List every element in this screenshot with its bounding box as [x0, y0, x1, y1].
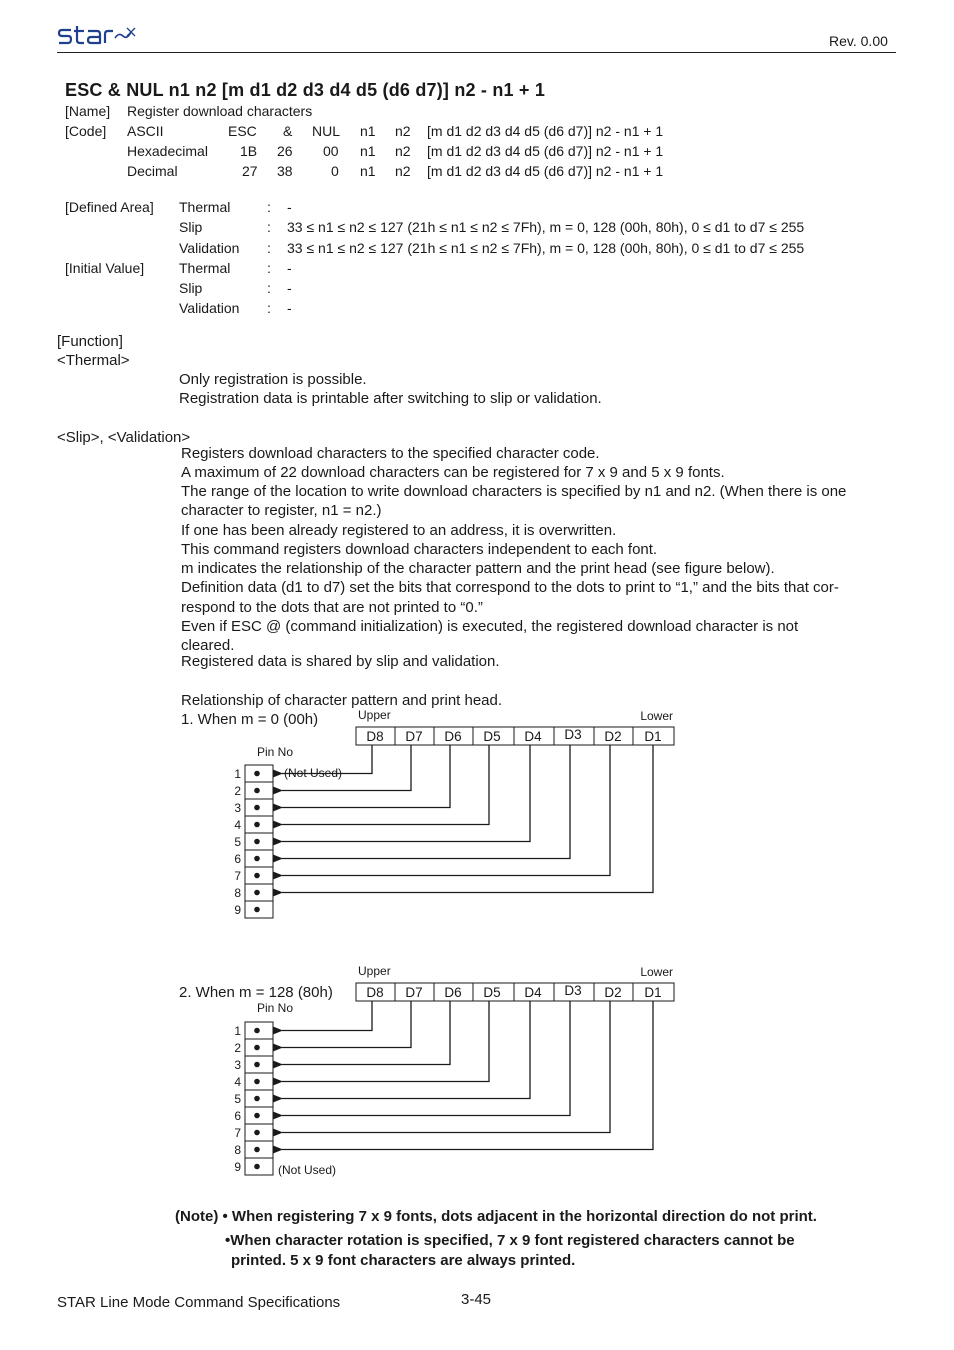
code-type: ASCII	[127, 123, 164, 139]
code-type: Decimal	[127, 163, 178, 179]
pin-dot	[254, 1130, 260, 1136]
bit-label-d2: D2	[604, 985, 622, 1000]
pin-number-9: 9	[234, 903, 241, 917]
bit-label-d6: D6	[444, 985, 462, 1000]
function-label: [Function]	[57, 333, 123, 350]
pin-dot	[254, 788, 260, 794]
lower-label: Lower	[640, 709, 673, 723]
bit-label-d6: D6	[444, 729, 462, 744]
code-type: Hexadecimal	[127, 143, 208, 159]
wire-d5	[282, 1001, 489, 1082]
code-cell: NUL	[312, 123, 341, 139]
defined-area-sep: :	[267, 219, 271, 235]
defined-area-value: 33 ≤ n1 ≤ n2 ≤ 127 (21h ≤ n1 ≤ n2 ≤ 7Fh), m = 0, 128 (00h, 80h), 0 ≤ d1 to d7 ≤ 255	[287, 219, 805, 235]
pin-number-4: 4	[234, 1075, 241, 1089]
wire-d4	[282, 745, 530, 842]
bit-header-box	[356, 983, 674, 1001]
wire-d6	[282, 1001, 450, 1065]
bit-label-d1: D1	[644, 985, 662, 1000]
case1-label: 1. When m = 0 (00h)	[181, 711, 319, 728]
defined-area-sep: :	[267, 199, 271, 215]
wire-d4	[282, 1001, 530, 1099]
pin-number-7: 7	[234, 1126, 241, 1140]
pin-dot	[254, 890, 260, 896]
wire-d5	[282, 745, 489, 825]
code-cell: [m d1 d2 d3 d4 d5 (d6 d7)] n2 - n1 + 1	[427, 143, 664, 159]
name-label: [Name]	[65, 103, 111, 119]
pin-dot	[254, 1079, 260, 1085]
note-line: printed. 5 x 9 font characters are always printed.	[231, 1252, 576, 1269]
code-cell: 1B	[240, 143, 258, 159]
pin-number-8: 8	[234, 1143, 241, 1157]
code-cell: n1	[360, 143, 376, 159]
defined-area-sep: :	[267, 240, 271, 256]
bit-label-d4: D4	[524, 985, 542, 1000]
defined-area-key: Validation	[179, 240, 240, 256]
defined-area-key: Thermal	[179, 199, 231, 215]
function-text: Even if ESC @ (command initialization) is executed, the registered download character is not	[181, 618, 799, 635]
revision: Rev. 0.00	[829, 33, 888, 49]
defined-area-value: -	[287, 199, 292, 215]
pin-number-2: 2	[234, 784, 241, 798]
pin-dot	[254, 873, 260, 879]
initial-value-label: [Initial Value]	[65, 260, 145, 276]
bit-label-d7: D7	[405, 729, 423, 744]
pin-no-label: Pin No	[257, 745, 294, 759]
case2-label: 2. When m = 128 (80h)	[179, 984, 333, 1001]
initial-value-key: Slip	[179, 280, 203, 296]
code-cell: n1	[360, 123, 376, 139]
pin-no-label: Pin No	[257, 1001, 294, 1015]
pin-dot	[254, 856, 260, 862]
slip-section-label: <Slip>, <Validation>	[57, 429, 191, 446]
function-text: respond to the dots that are not printed to “0.”	[181, 599, 483, 616]
bit-label-d4: D4	[524, 729, 542, 744]
pin-number-6: 6	[234, 1109, 241, 1123]
code-cell: &	[283, 123, 293, 139]
note-line: •When character rotation is specified, 7 x 9 font registered characters cannot be	[225, 1232, 795, 1249]
bit-label-d2: D2	[604, 729, 622, 744]
page-number: 3-45	[461, 1291, 492, 1308]
bit-label-d7: D7	[405, 985, 423, 1000]
pin-dot	[254, 1164, 260, 1170]
pin-dot	[254, 1045, 260, 1051]
not-used-label: (Not Used)	[284, 766, 343, 780]
initial-value-key: Validation	[179, 300, 240, 316]
function-text: Registered data is shared by slip and validation.	[181, 653, 500, 670]
code-cell: n2	[395, 123, 411, 139]
pin-number-1: 1	[234, 1024, 241, 1038]
bit-label-d1: D1	[644, 729, 662, 744]
wire-d8	[282, 1001, 372, 1031]
code-cell: 00	[323, 143, 339, 159]
function-text: The range of the location to write download characters is specified by n1 and n2. (When there is one	[181, 483, 847, 500]
pin-dot	[254, 822, 260, 828]
upper-label: Upper	[358, 964, 391, 978]
bit-header-box	[356, 727, 674, 745]
upper-label: Upper	[358, 708, 391, 722]
thermal-section-label: <Thermal>	[57, 352, 130, 369]
bit-label-d8: D8	[366, 985, 384, 1000]
pin-number-1: 1	[234, 767, 241, 781]
initial-value-value: -	[287, 300, 292, 316]
pin-number-8: 8	[234, 886, 241, 900]
code-cell: 27	[242, 163, 258, 179]
function-text: Definition data (d1 to d7) set the bits that correspond to the dots to print to “1,” and the bits that cor-	[181, 579, 839, 596]
pin-number-2: 2	[234, 1041, 241, 1055]
code-label: [Code]	[65, 123, 107, 139]
code-cell: 0	[331, 163, 339, 179]
wire-d1	[282, 1001, 653, 1150]
name-value: Register download characters	[127, 103, 313, 119]
wire-d7	[282, 1001, 411, 1048]
pin-number-5: 5	[234, 1092, 241, 1106]
initial-value-sep: :	[267, 300, 271, 316]
pin-number-9: 9	[234, 1160, 241, 1174]
diagram-caption: Relationship of character pattern and print head.	[181, 692, 503, 709]
function-text: Registration data is printable after switching to slip or validation.	[179, 390, 602, 407]
pin-number-6: 6	[234, 852, 241, 866]
pin-number-4: 4	[234, 818, 241, 832]
defined-area-label: [Defined Area]	[65, 199, 154, 215]
bit-label-d8: D8	[366, 729, 384, 744]
code-cell: n1	[360, 163, 376, 179]
bit-label-d5: D5	[483, 985, 501, 1000]
pin-dot	[254, 907, 260, 913]
footer-doc-title: STAR Line Mode Command Specifications	[57, 1294, 341, 1311]
not-used-label: (Not Used)	[278, 1163, 337, 1177]
pin-number-7: 7	[234, 869, 241, 883]
pin-dot	[254, 1028, 260, 1034]
initial-value-value: -	[287, 260, 292, 276]
defined-area-key: Slip	[179, 219, 203, 235]
bit-label-d3: D3	[564, 983, 582, 998]
pin-dot	[254, 771, 260, 777]
code-cell: 26	[277, 143, 293, 159]
code-cell: [m d1 d2 d3 d4 d5 (d6 d7)] n2 - n1 + 1	[427, 123, 664, 139]
wire-d2	[282, 1001, 610, 1133]
initial-value-value: -	[287, 280, 292, 296]
initial-value-sep: :	[267, 260, 271, 276]
pin-dot	[254, 839, 260, 845]
function-text: m indicates the relationship of the character pattern and the print head (see figure below).	[181, 560, 775, 577]
code-cell: n2	[395, 163, 411, 179]
note-line: (Note) • When registering 7 x 9 fonts, dots adjacent in the horizontal direction do not print.	[175, 1208, 817, 1225]
initial-value-key: Thermal	[179, 260, 231, 276]
pin-dot	[254, 805, 260, 811]
pin-dot	[254, 1096, 260, 1102]
pin-dot	[254, 1062, 260, 1068]
command-title: ESC & NUL n1 n2 [m d1 d2 d3 d4 d5 (d6 d7)] n2 - n1 + 1	[65, 80, 546, 100]
pin-number-3: 3	[234, 801, 241, 815]
code-cell: [m d1 d2 d3 d4 d5 (d6 d7)] n2 - n1 + 1	[427, 163, 664, 179]
function-text: Only registration is possible.	[179, 371, 367, 388]
wire-d2	[282, 745, 610, 876]
code-cell: n2	[395, 143, 411, 159]
function-text: Registers download characters to the specified character code.	[181, 445, 600, 462]
pin-dot	[254, 1113, 260, 1119]
code-cell: 38	[277, 163, 293, 179]
function-text: A maximum of 22 download characters can be registered for 7 x 9 and 5 x 9 fonts.	[181, 464, 725, 481]
defined-area-value: 33 ≤ n1 ≤ n2 ≤ 127 (21h ≤ n1 ≤ n2 ≤ 7Fh), m = 0, 128 (00h, 80h), 0 ≤ d1 to d7 ≤ 255	[287, 240, 805, 256]
initial-value-sep: :	[267, 280, 271, 296]
function-text: cleared.	[181, 637, 235, 654]
bit-label-d5: D5	[483, 729, 501, 744]
function-text: If one has been already registered to an address, it is overwritten.	[181, 522, 617, 539]
pin-number-3: 3	[234, 1058, 241, 1072]
lower-label: Lower	[640, 965, 673, 979]
pin-number-5: 5	[234, 835, 241, 849]
pin-dot	[254, 1147, 260, 1153]
bit-label-d3: D3	[564, 727, 582, 742]
function-text: character to register, n1 = n2.)	[181, 502, 382, 519]
function-text: This command registers download characters independent to each font.	[181, 541, 658, 558]
code-cell: ESC	[228, 123, 257, 139]
